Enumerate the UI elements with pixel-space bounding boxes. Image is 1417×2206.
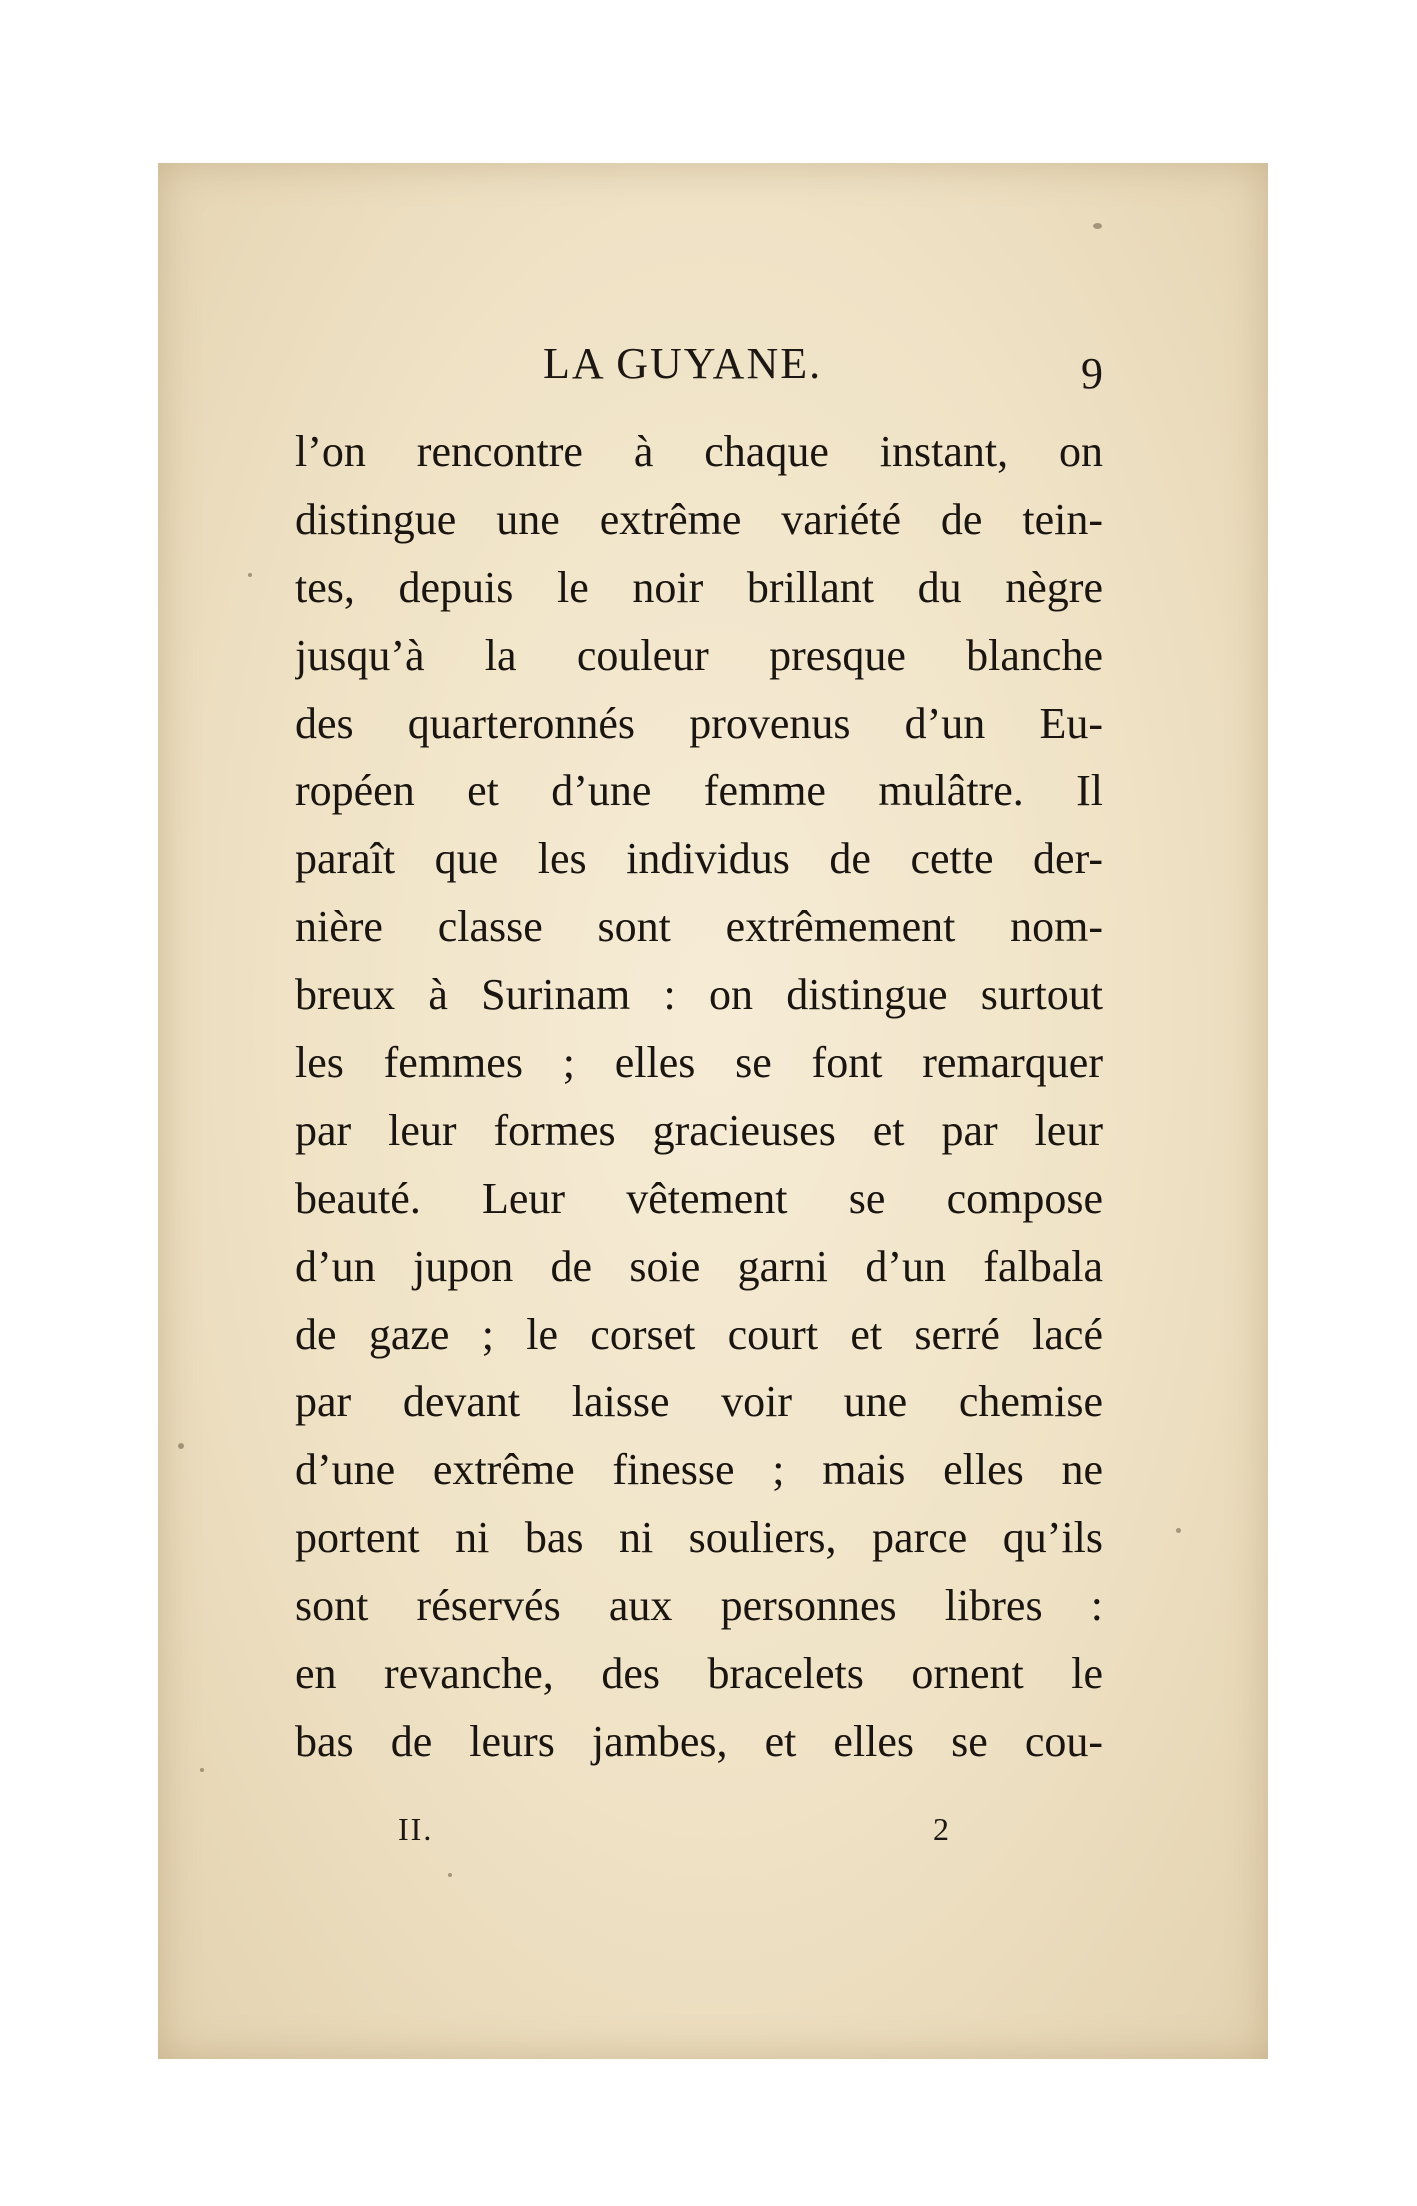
signature-mark: 2 — [933, 1811, 949, 1847]
text-line: de gaze ; le corset court et serré lacé — [295, 1309, 1103, 1359]
text-line: beauté. Leur vêtement se compose — [295, 1173, 1103, 1223]
paper-speck — [200, 1768, 204, 1772]
running-head — [158, 338, 1268, 408]
paper-speck — [448, 1873, 452, 1877]
paper-speck — [178, 1443, 184, 1449]
text-line: en revanche, des bracelets ornent le — [295, 1649, 1103, 1699]
text-line: tes, depuis le noir brillant du nègre — [295, 562, 1103, 612]
text-line: d’une extrême finesse ; mais elles ne — [295, 1445, 1103, 1495]
text-line: ropéen et d’une femme mulâtre. Il — [295, 766, 1103, 816]
text-line: par devant laisse voir une chemise — [295, 1377, 1103, 1427]
running-head-title: LA GUYANE. — [543, 339, 823, 388]
paper-speck — [1176, 1528, 1181, 1533]
body-text — [295, 418, 1103, 1776]
page-footer — [158, 1811, 1268, 1861]
text-line: jusqu’à la couleur presque blanche — [295, 630, 1103, 680]
paper-speck — [1093, 223, 1102, 229]
book-page — [158, 163, 1268, 2059]
paper-speck — [248, 573, 252, 577]
text-line: bas de leurs jambes, et elles se cou- — [295, 1716, 1103, 1766]
page-number: 9 — [1081, 349, 1103, 398]
text-line: paraît que les individus de cette der- — [295, 834, 1103, 884]
text-line: l’on rencontre à chaque instant, on — [295, 427, 1103, 476]
text-line: d’un jupon de soie garni d’un falbala — [295, 1241, 1103, 1291]
text-line: portent ni bas ni souliers, parce qu’ils — [295, 1513, 1103, 1563]
text-line: les femmes ; elles se font remarquer — [295, 1038, 1103, 1088]
text-line: nière classe sont extrêmement nom- — [295, 902, 1103, 952]
volume-mark: II. — [398, 1811, 434, 1847]
text-line: distingue une extrême variété de tein- — [295, 494, 1103, 544]
text-line: breux à Surinam : on distingue surtout — [295, 970, 1103, 1020]
text-line: par leur formes gracieuses et par leur — [295, 1105, 1103, 1155]
text-line: sont réservés aux personnes libres : — [295, 1581, 1103, 1631]
text-line: des quarteronnés provenus d’un Eu- — [295, 698, 1103, 748]
